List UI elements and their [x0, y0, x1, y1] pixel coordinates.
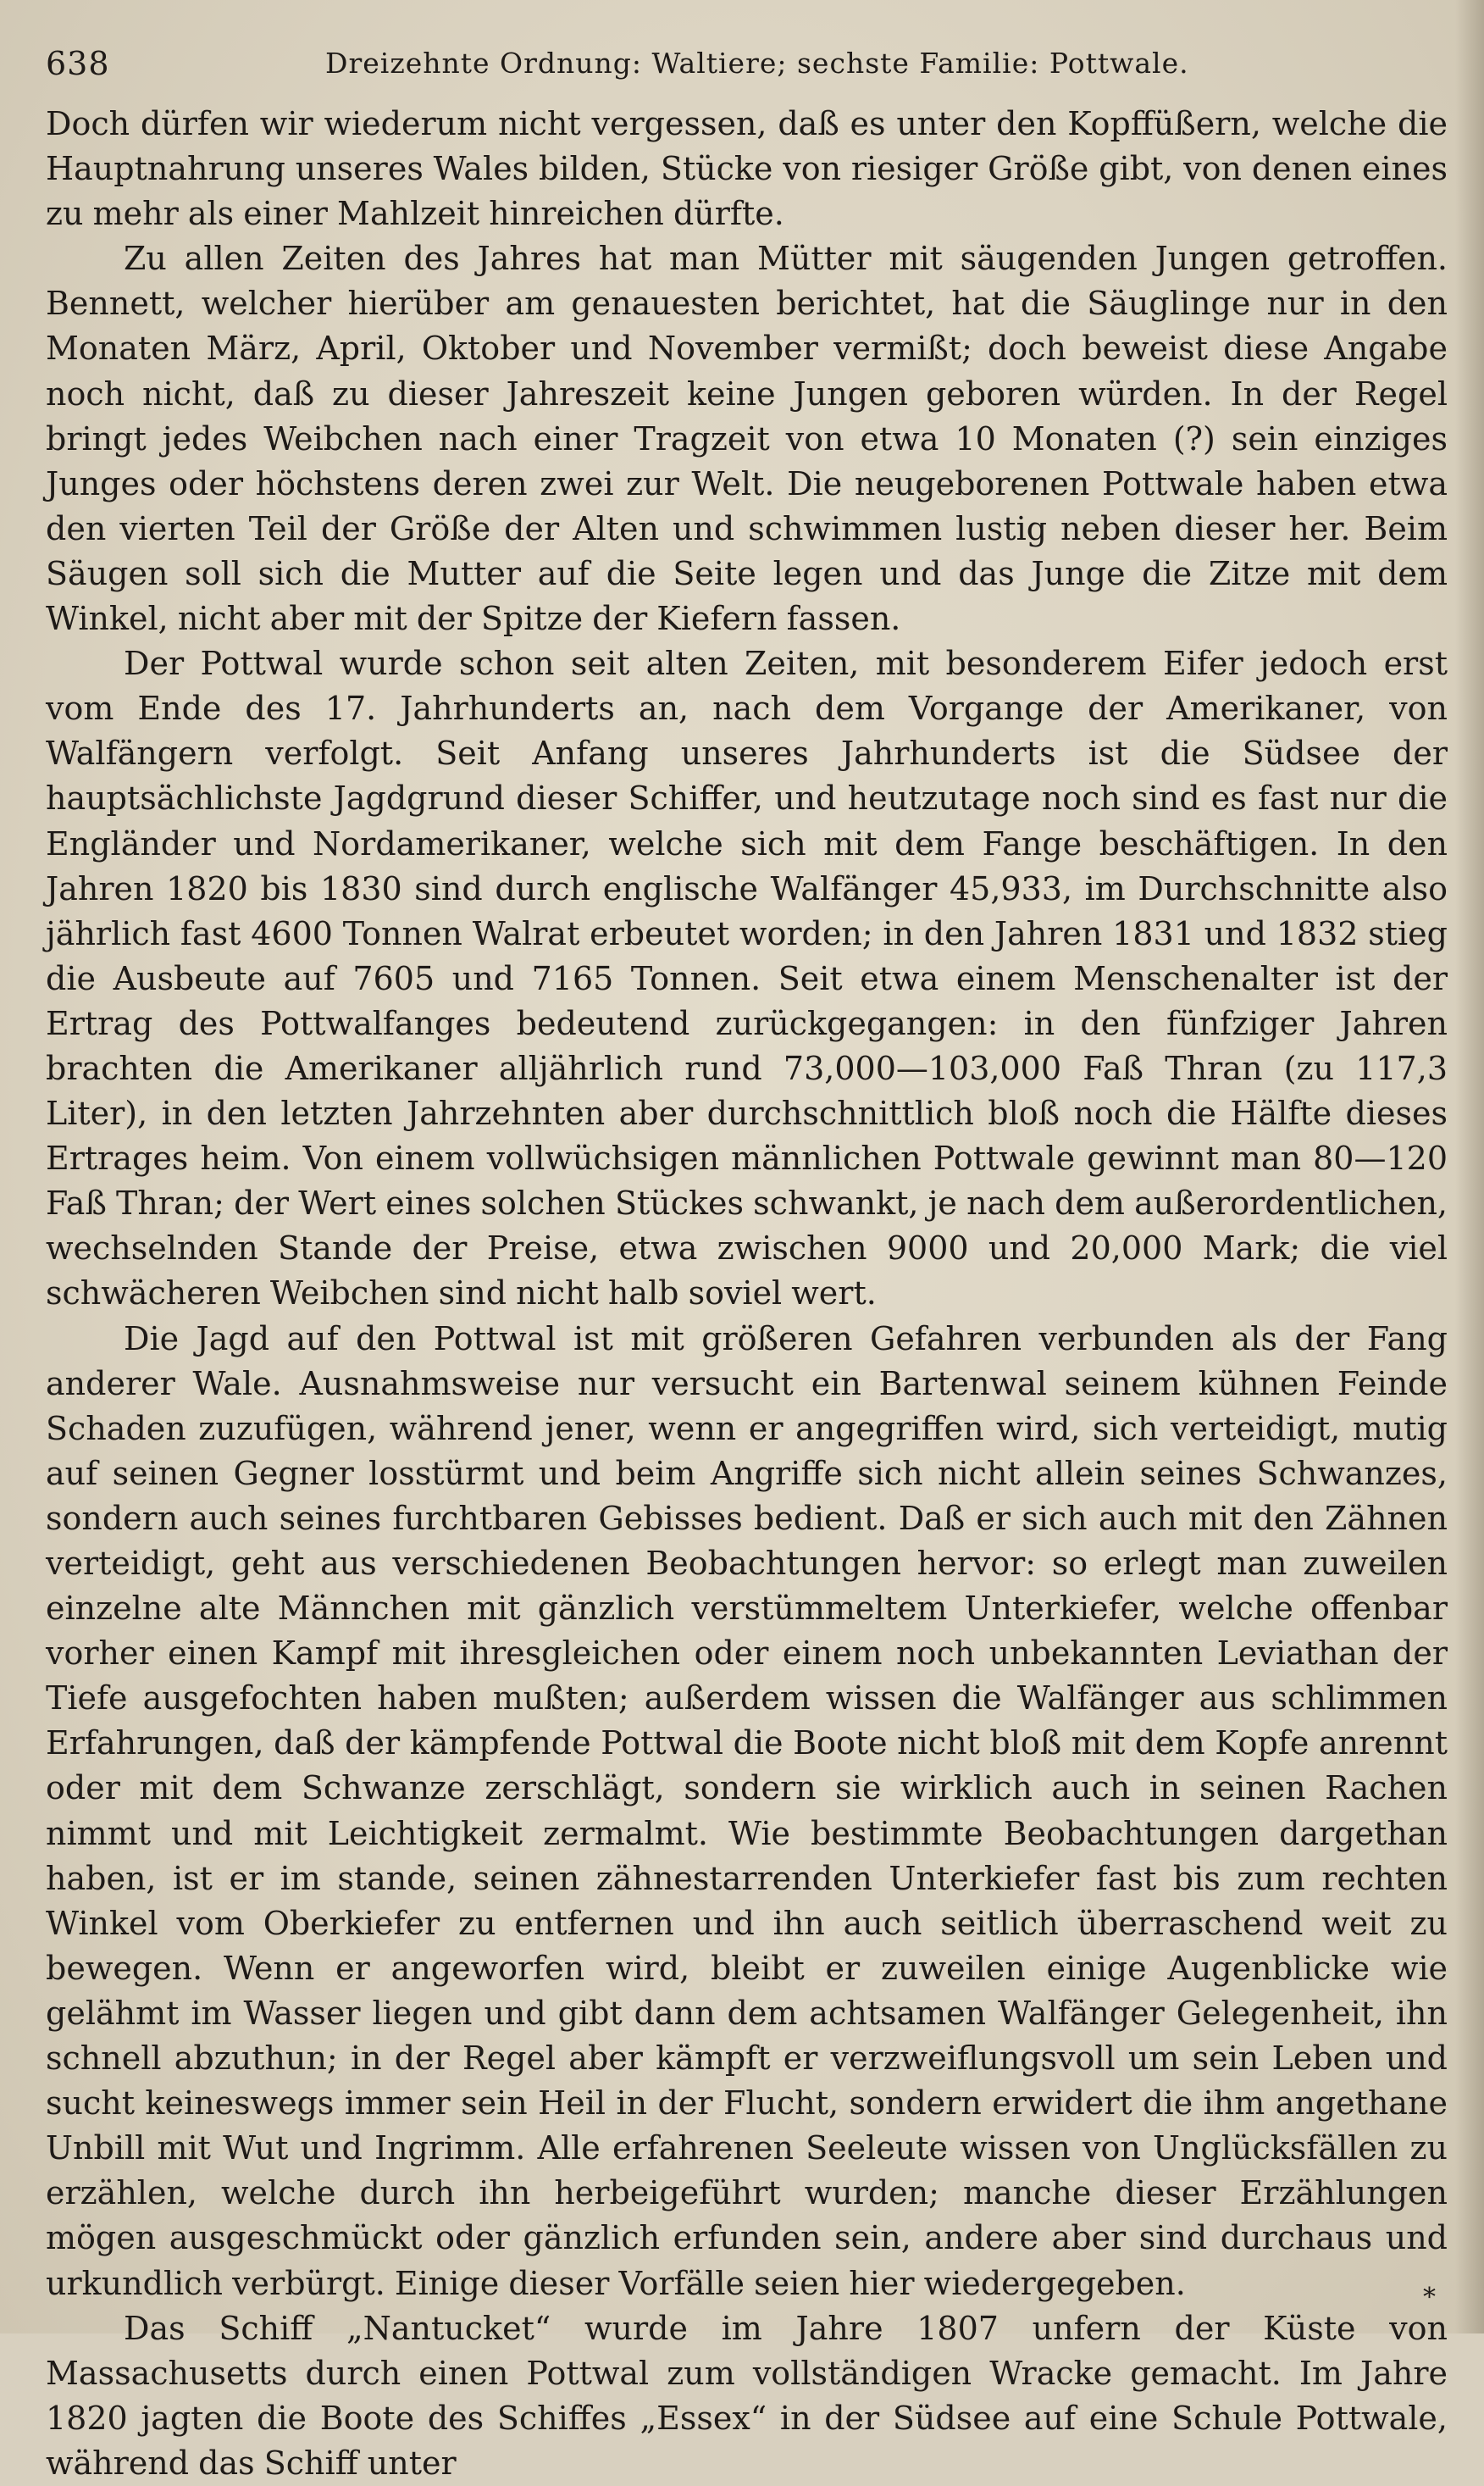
paragraph: Die Jagd auf den Pottwal ist mit größeren Gefahren verbunden als der Fang anderer Wale. Ausnahmsweise nur versucht ein Bartenwal seinem kühnen Feinde Schaden zuzufügen, während jener, wenn er angegriffen wird, sich verteidigt, mutig auf seinen Gegner losstürmt und beim Angriffe sich nicht allein seines Schwanzes, sondern auch seines furchtbaren Gebisses bedient. Daß er sich auch mit den Zähnen verteidigt, geht aus verschiedenen Beobachtungen hervor: so erlegt man zuweilen einzelne alte Männchen mit gänzlich verstümmeltem Unterkiefer, welche offenbar vorher einen Kampf mit ihresgleichen oder einem noch unbekannten Leviathan der Tiefe ausgefochten haben mußten; außerdem wissen die Walfänger aus schlimmen Erfahrungen, daß der kämpfende Pottwal die Boote nicht bloß mit dem Kopfe anrennt oder mit dem Schwanze zerschlägt, sondern sie wirklich auch in seinen Rachen nimmt und mit Leichtigkeit zermalmt. Wie bestimmte Beobachtungen dargethan haben, ist er im stande, seinen zähnestarrenden Unterkiefer fast bis zum rechten Winkel vom Oberkiefer zu entfernen und ihn auch seitlich überraschend weit zu bewegen. Wenn er angeworfen wird, bleibt er zuweilen einige Augenblicke wie gelähmt im Wasser liegen und gibt dann dem achtsamen Walfänger Gelegenheit, ihn schnell abzuthun; in der Regel aber kämpft er verzweiflungsvoll um sein Leben und sucht keineswegs immer sein Heil in der Flucht, sondern erwidert die ihm angethane Unbill mit Wut und Ingrimm. Alle erfahrenen Seeleute wissen von Unglücksfällen zu erzählen, welche durch ihn herbeigeführt wurden; manche dieser Erzählungen mögen ausgeschmückt oder gänzlich erfunden sein, andere aber sind durchaus und urkundlich verbürgt. Einige dieser Vorfälle seien hier wiedergegeben.	[46, 1319, 1448, 2302]
body-text	[46, 102, 1448, 2486]
page-number: 638	[46, 45, 110, 82]
paragraph: Doch dürfen wir wiederum nicht vergessen, daß es unter den Kopffüßern, welche die Hauptnahrung unseres Wales bilden, Stücke von riesiger Größe gibt, von denen eines zu mehr als einer Mahlzeit hinreichen dürfte.	[46, 105, 1448, 233]
binding-shadow	[1455, 0, 1484, 2333]
running-head: Dreizehnte Ordnung: Waltiere; sechste Familie: Pottwale.	[325, 47, 1189, 80]
footer-mark: *	[1423, 2283, 1436, 2312]
paragraph: Zu allen Zeiten des Jahres hat man Mütter mit säugenden Jungen getroffen. Bennett, welcher hierüber am genauesten berichtet, hat die Säuglinge nur in den Monaten März, April, Oktober und November vermißt; doch beweist diese Angabe noch nicht, daß zu dieser Jahreszeit keine Jungen geboren würden. In der Regel bringt jedes Weibchen nach einer Tragzeit von etwa 10 Monaten (?) sein einziges Junges oder höchstens deren zwei zur Welt. Die neugeborenen Pottwale haben etwa den vierten Teil der Größe der Alten und schwimmen lustig neben dieser her. Beim Säugen soll sich die Mutter auf die Seite legen und das Junge die Zitze mit dem Winkel, nicht aber mit der Spitze der Kiefern fassen.	[46, 240, 1448, 638]
page-header	[46, 42, 1435, 85]
paragraph: Der Pottwal wurde schon seit alten Zeiten, mit besonderem Eifer jedoch erst vom Ende des 17. Jahrhunderts an, nach dem Vorgange der Amerikaner, von Walfängern verfolgt. Seit Anfang unseres Jahrhunderts ist die Südsee der hauptsächlichste Jagdgrund dieser Schiffer, und heutzutage noch sind es fast nur die Engländer und Nordamerikaner, welche sich mit dem Fange beschäftigen. In den Jahren 1820 bis 1830 sind durch englische Walfänger 45,933, im Durchschnitte also jährlich fast 4600 Tonnen Walrat erbeutet worden; in den Jahren 1831 und 1832 stieg die Ausbeute auf 7605 und 7165 Tonnen. Seit etwa einem Menschenalter ist der Ertrag des Pottwalfanges bedeutend zurückgegangen: in den fünfziger Jahren brachten die Amerikaner alljährlich rund 73,000—103,000 Faß Thran (zu 117,3 Liter), in den letzten Jahrzehnten aber durchschnittlich bloß noch die Hälfte dieses Ertrages heim. Von einem vollwüchsigen männlichen Pottwale gewinnt man 80—120 Faß Thran; der Wert eines solchen Stückes schwankt, je nach dem außerordentlichen, wechselnden Stande der Preise, etwa zwischen 9000 und 20,000 Mark; die viel schwächeren Weibchen sind nicht halb soviel wert.	[46, 645, 1448, 1312]
paragraph: Das Schiff „Nantucket“ wurde im Jahre 1807 unfern der Küste von Massachusetts durch einen Pottwal zum vollständigen Wracke gemacht. Im Jahre 1820 jagten die Boote des Schiffes „Essex“ in der Südsee auf eine Schule Pottwale, während das Schiff unter	[46, 2309, 1448, 2482]
